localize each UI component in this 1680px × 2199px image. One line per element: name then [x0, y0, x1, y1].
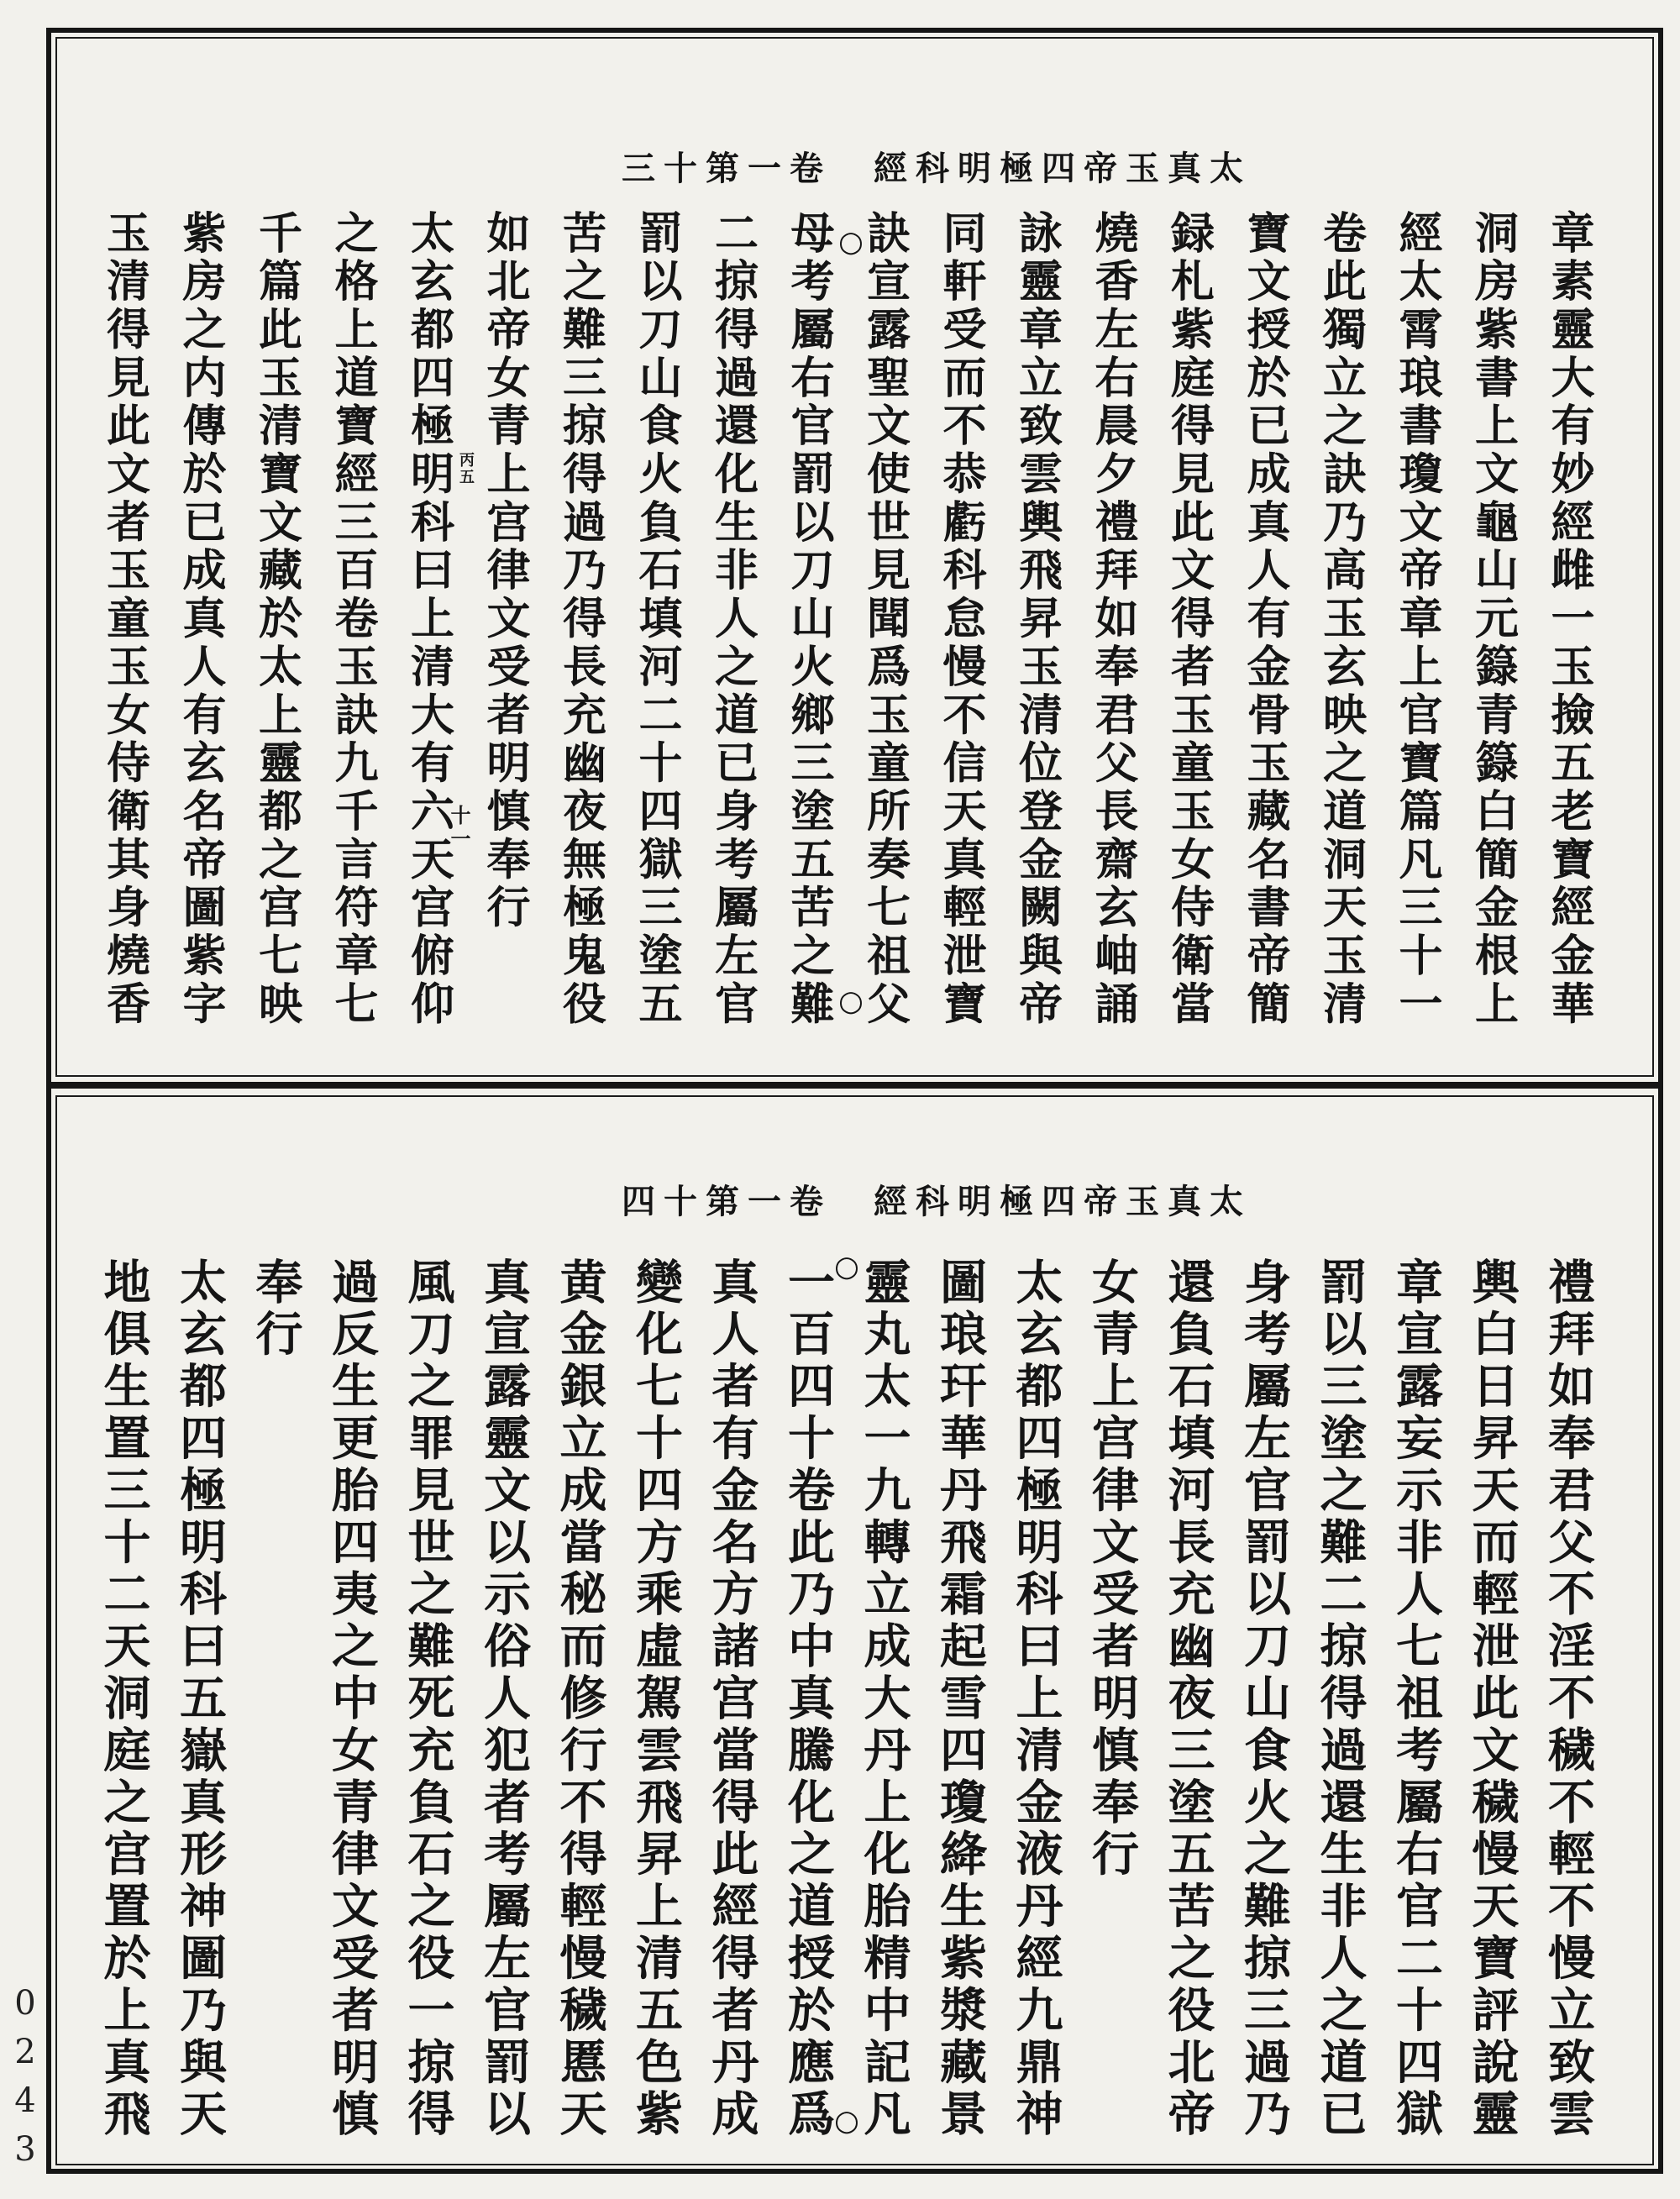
text-column: 真宣露靈文以示俗人犯者考屬左官罰以 — [476, 1257, 532, 2142]
text-column: 奉行 — [248, 1257, 304, 1362]
text-column: 詠靈章立致雲輿飛昇玉清位登金闕與帝 — [1011, 210, 1063, 1029]
text-column: 地俱生置三十二天洞庭之宫置於上真飛 — [96, 1257, 152, 2142]
marginal-annotation: 丙五 — [457, 452, 475, 485]
text-column: 二掠得過還化生非人之道已身考屬左官 — [706, 210, 759, 1029]
text-column: 洞房紫書上文龜山元籙青籙白簡金根上 — [1467, 210, 1519, 1029]
text-column: 太玄都四極明科曰五嶽真形神圖乃與天 — [172, 1257, 228, 2142]
text-column: 苦之難三掠得過乃得長充幽夜無極鬼役 — [554, 210, 606, 1029]
text-column: 之格上道寶經三百卷玉訣九千言符章七 — [327, 210, 378, 1029]
text-column: 變化七十四方乘虛駕雲飛昇上清五色紫 — [628, 1257, 684, 2142]
text-column: 真人者有金名方諸宫當得此經得者丹成 — [704, 1257, 760, 2142]
text-column: 紫房之内傳於已成真人有玄名帝圖紫字 — [175, 210, 226, 1029]
text-column: 罰以三塗之難二掠得過還生非人之道已 — [1312, 1257, 1368, 2142]
text-column: 太玄都四極明科曰上清大有六天宫俯仰 — [402, 210, 454, 1029]
text-column: 風刀之罪見世之難死充負石之役一掠得 — [400, 1257, 456, 2142]
text-column: 燒香左右晨夕禮拜如奉君父長齋玄岫誦 — [1087, 210, 1138, 1029]
text-columns — [86, 210, 1606, 1042]
panel-header: 太真玉帝四極明科經 卷一第十三 — [622, 149, 1252, 188]
text-column: 訣宣露聖文使世見聞爲玉童所奏七祖父 — [858, 210, 911, 1029]
text-column: 罰以刀山食火負石填河二十四獄三塗五 — [631, 210, 682, 1029]
panel-header: 太真玉帝四極明科經 卷一第十四 — [622, 1182, 1252, 1221]
text-column: 女青上宫律文受者明慎奉行 — [1084, 1257, 1140, 1881]
text-column: 太玄都四極明科曰上清金液丹經九鼎神 — [1008, 1257, 1064, 2142]
text-column: 母考屬右官罰以刀山火鄉三塗五苦之難 — [783, 210, 834, 1029]
marginal-annotation: 十一 — [447, 805, 471, 852]
circle-mark: ○ — [838, 984, 864, 1018]
text-column: 還負石填河長充幽夜三塗五苦之役北帝 — [1160, 1257, 1216, 2142]
circle-mark: ○ — [834, 2104, 859, 2138]
panel-divider — [46, 1082, 1663, 1089]
text-column: 章素靈大有妙經雌一玉撿五老寶經金華 — [1543, 210, 1594, 1029]
circle-mark: ○ — [838, 225, 864, 259]
text-column: 一百四十卷此乃中真騰化之道授於應爲 — [780, 1257, 836, 2142]
text-column: 經太霄琅書瓊文帝章上官寶篇凡三十一 — [1391, 210, 1442, 1029]
text-column: 靈丸太一九轉立成大丹上化胎精中記凡 — [856, 1257, 912, 2142]
text-column: 玉清得見此文者玉童玉女侍衛其身燒香 — [98, 210, 150, 1029]
text-column: 過反生更胎四夷之中女青律文受者明慎 — [324, 1257, 380, 2142]
text-column: 章宣露妄示非人七祖考屬右官二十四獄 — [1389, 1257, 1444, 2142]
text-column: 千篇此玉清寶文藏於太上靈都之宫七映 — [250, 210, 302, 1029]
page-number: 0243 — [6, 1984, 45, 2179]
text-column: 卷此獨立之訣乃高玉玄映之道洞天玉清 — [1315, 210, 1367, 1029]
text-column: 黄金銀立成當秘而修行不得輕慢穢慝天 — [552, 1257, 608, 2142]
text-column: 身考屬左官罰以刀山食火之難掠三過乃 — [1236, 1257, 1292, 2142]
text-columns — [86, 1257, 1606, 2152]
circle-mark: ○ — [834, 1250, 859, 1283]
text-column: 圖琅玕華丹飛霜起雪四瓊絳生紫漿藏景 — [932, 1257, 988, 2142]
text-column: 輿白日昇天而輕泄此文穢慢天寶評說靈 — [1464, 1257, 1520, 2142]
text-column: 如北帝女青上宫律文受者明慎奉行 — [479, 210, 530, 933]
text-column: 録札紫庭得見此文得者玉童玉女侍衛當 — [1163, 210, 1215, 1029]
text-column: 禮拜如奉君父不淫不穢不輕不慢立致雲 — [1541, 1257, 1596, 2142]
text-column: 寶文授於已成真人有金骨玉藏名書帝簡 — [1239, 210, 1290, 1029]
text-column: 同軒受而不恭虧科怠慢不信天真輕泄寶 — [935, 210, 986, 1029]
